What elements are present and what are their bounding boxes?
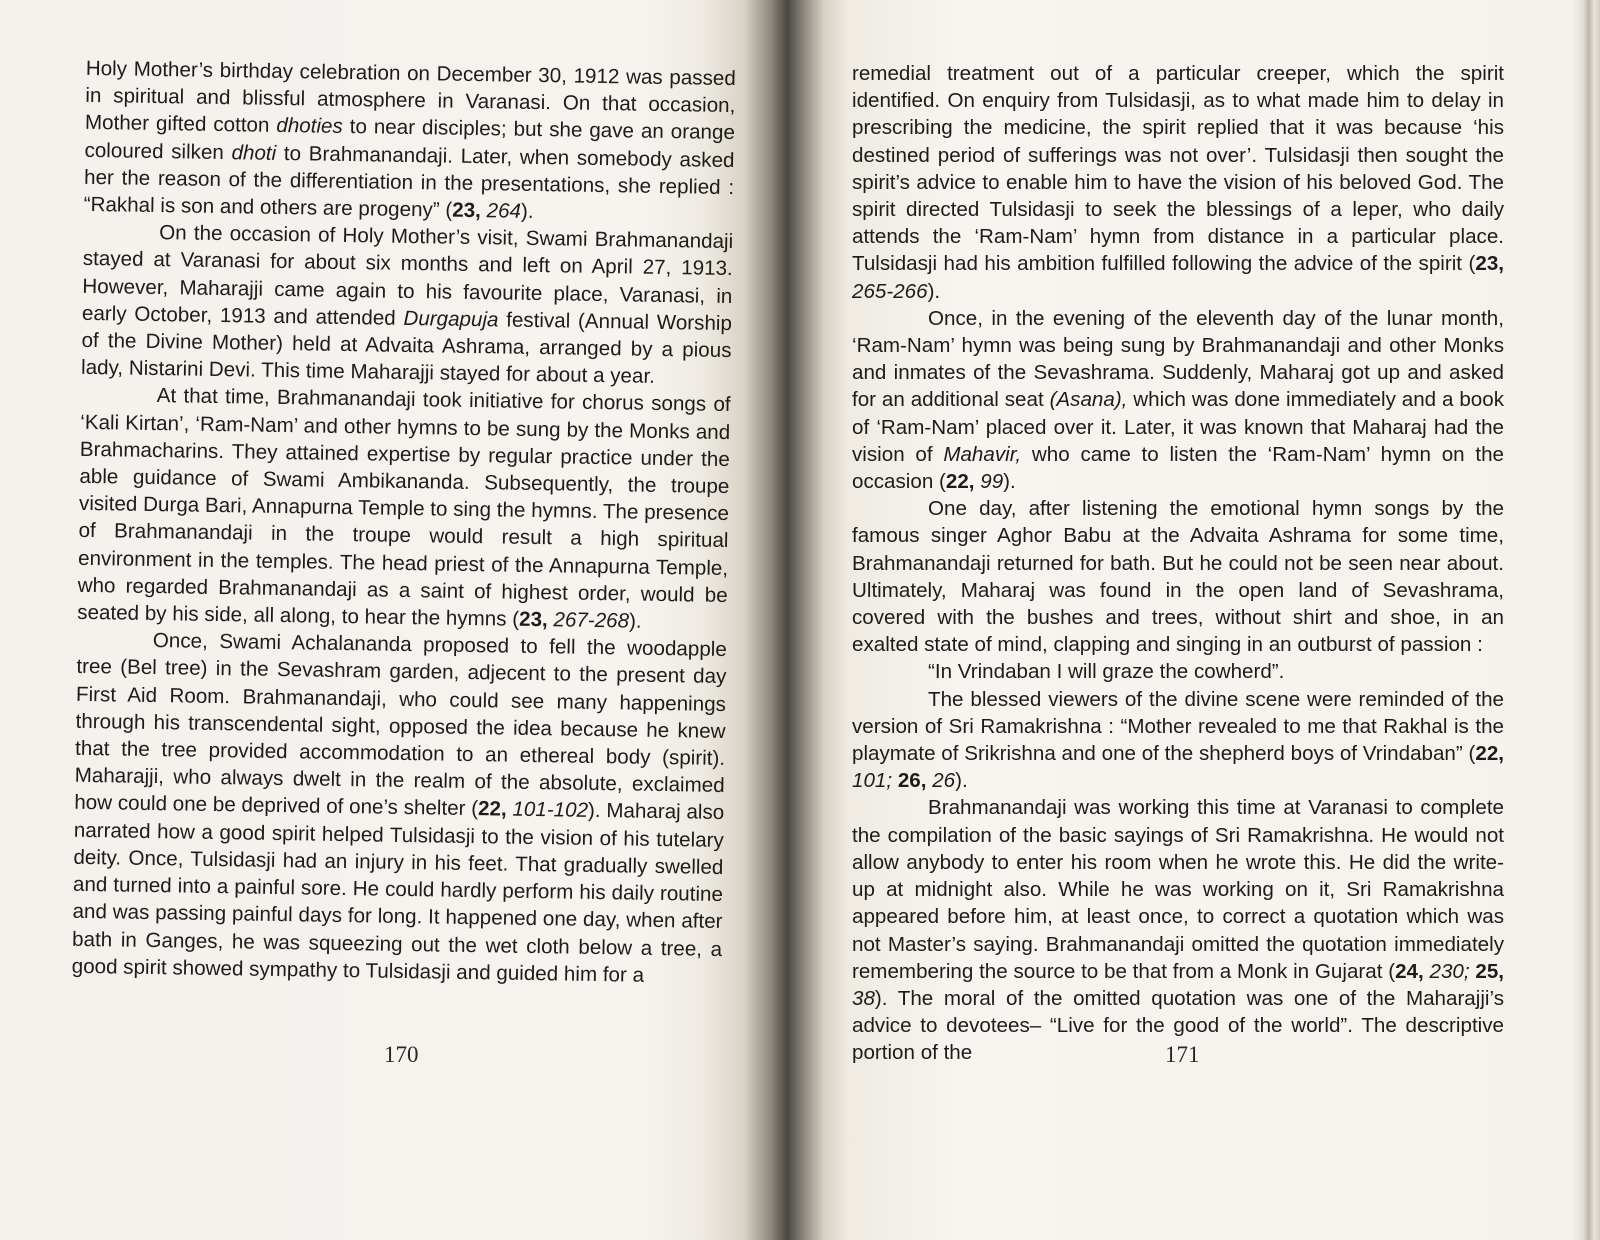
bold-reference: 24, xyxy=(1395,959,1424,983)
text-run: The blessed viewers of the divine scene were reminded of the version of Sri Ramakrishna : “Mother revealed to me that Rakhal is the playmate of Srikrishna and one of the shepherd boys of Vrindaban” ( xyxy=(852,687,1504,766)
paragraph xyxy=(83,55,735,228)
left-page xyxy=(72,55,736,990)
text-run: to near disciples; but she gave an orange coloured silken xyxy=(84,115,736,164)
bold-reference: 22, xyxy=(477,797,507,822)
italic-text: 99 xyxy=(980,470,1004,494)
text-run: “In Vrindaban I will graze the cowherd”. xyxy=(928,660,1285,684)
italic-text: 101-102 xyxy=(512,798,589,823)
text-run: At that time, Brahmanandaji took initiative for chorus songs of ‘Kali Kirtan’, ‘Ram-Nam’ and other hymns to be sung by the Monks and Brahmacharins. They attained expertise by regular practice under the able guidance of Swami Ambikananda. Subsequently, the troupe visited Durga Bari, Annapurna Temple to sing the hymns. The presence of Brahmanandaji in the troupe would result a high spiritual environment in the temples. The head priest of the Annapurna Temple, who regarded Brahmanandaji as a saint of highest order, would be seated by his side, all along, to hear the hymns ( xyxy=(77,384,731,631)
text-run: Brahmanandaji was working this time at Varanasi to complete the compilation of the basic sayings of Sri Ramakrishna. He would not allow anybody to enter his room when he wrote this. He did the write-up at midnight also. While he was working on it, Sri Ramakrishna appeared before him, at least once, to correct a quotation which was not Master’s saying. Brahmanandaji omitted the quotation immediately remembering the source to be that from a Monk in Gujarat ( xyxy=(852,796,1504,983)
text-run: which was done immediately and a book of ‘Ram-Nam’ placed over it. Later, it was known that Maharaj had the vision of xyxy=(852,388,1504,466)
italic-text: 38 xyxy=(852,986,875,1010)
paragraph xyxy=(852,495,1504,658)
bold-reference: 25, xyxy=(1475,959,1504,983)
text-run: who came to listen the ‘Ram-Nam’ hymn on the occasion ( xyxy=(852,442,1504,494)
text-run: One day, after listening the emotional hymn songs by the famous singer Aghor Babu at the Advaita Ashrama for some time, Brahmanandaji returned for bath. But he could not be seen near about. Ultimately, Maharaj was found in the open land of Sevashrama, covered with the bushes and trees, without shirt and shoe, in an exalted state of mind, clapping and singing in an outburst of passion : xyxy=(852,497,1504,657)
italic-text: dhoti xyxy=(231,140,277,165)
page-number-left: 170 xyxy=(384,1042,419,1067)
paragraph xyxy=(852,60,1504,305)
italic-text: 265-266 xyxy=(852,279,928,303)
bold-reference: 26, xyxy=(897,769,927,793)
bold-reference: 22, xyxy=(1475,742,1504,766)
text-run: ). xyxy=(955,769,968,793)
italic-text: 101; xyxy=(852,769,893,793)
text-run: festival (Annual Worship of the Divine Mother) held at Advaita Ashrama, arranged by a pious lady, Nistarini Devi. This time Maharajji stayed for about a year. xyxy=(80,308,733,389)
italic-text: 264 xyxy=(486,199,522,223)
bold-reference: 23, xyxy=(518,607,548,632)
quotation-line xyxy=(852,658,1504,685)
paragraph xyxy=(852,794,1504,1066)
text-run: ). xyxy=(1003,470,1016,494)
text-run: ). xyxy=(628,609,642,633)
paragraph xyxy=(72,626,727,990)
italic-text: Mahavir, xyxy=(943,442,1022,466)
text-run: to Brahmanandaji. Later, when somebody asked her the reason of the differentiation in the presentations, she replied : “Rakhal is son and others are progeny” ( xyxy=(83,141,735,222)
italic-text: (Asana), xyxy=(1049,388,1128,412)
text-run: Holy Mother’s birthday celebration on December 30, 1912 was passed in spiritual and blissful atmosphere in Varanasi. On that occasion, Mother gifted cotton xyxy=(84,56,736,138)
paragraph xyxy=(77,381,731,636)
text-run: ). Maharaj also narrated how a good spirit helped Tulsidasji to the vision of his tutelary deity. Once, Tulsidasji had an injury in his feet. That gradually swelled and turned into a painful sore. He could hardly perform his daily routine and was passing painful days for long. It happened one day, when after bath in Ganges, he was squeezing out the wet cloth below a tree, a good spirit showed sympathy to Tulsidasji and guided him for a xyxy=(71,799,725,987)
bold-reference: 23, xyxy=(1475,252,1504,276)
text-run: On the occasion of Holy Mother’s visit, Swami Brahmanandaji stayed at Varanasi for about six months and left on April 27, 1913. However, Maharajji came again to his favourite place, Varanasi, in early October, 1913 and attended xyxy=(81,221,734,330)
italic-text: 267-268 xyxy=(553,608,630,633)
right-page xyxy=(852,60,1504,1067)
text-run: remedial treatment out of a particular creeper, which the spirit identified. On enquiry from Tulsidasji, as to what made him to delay in prescribing the medicine, the spirit replied that it was because ‘his destined period of sufferings was not over’. Tulsidasji then sought the spirit’s advice to enable him to have the vision of his beloved God. The spirit directed Tulsidasji to seek the blessings of a leper, who daily attends the ‘Ram-Nam’ hymn from distance in a particular place. Tulsidasji had his ambition fulfilled following the advice of the spirit ( xyxy=(852,62,1504,276)
bold-reference: 22, xyxy=(945,470,975,494)
text-run: ). xyxy=(927,279,941,303)
page-edges xyxy=(1572,0,1600,1240)
paragraph xyxy=(852,686,1504,795)
italic-text: 230; xyxy=(1429,959,1470,983)
paragraph xyxy=(852,305,1504,495)
bold-reference: 23, xyxy=(452,198,482,223)
italic-text: Durgapuja xyxy=(403,306,499,332)
text-run: ). xyxy=(520,199,534,223)
text-run: Once, in the evening of the eleventh day of the lunar month, ‘Ram-Nam’ hymn was being sung by Brahmanandaji and other Monks and inmates of the Sevashrama. Suddenly, Maharaj got up and asked for an additional seat xyxy=(852,306,1504,412)
italic-text: dhoties xyxy=(276,114,343,139)
italic-text: 26 xyxy=(932,769,956,793)
paragraph xyxy=(81,218,733,391)
page-number-right: 171 xyxy=(1165,1042,1200,1067)
text-run: ). The moral of the omitted quotation was one of the Maharajji’s advice to devotees– “Live for the good of the world”. The descriptive portion of the xyxy=(852,986,1504,1065)
text-run: Once, Swami Achalananda proposed to fell the woodapple tree (Bel tree) in the Sevashram garden, adjecent to the present day First Aid Room. Brahmanandaji, who could see many happenings through his transcendental sight, opposed the idea because he knew that the tree provided accommodation to an ethereal body (spirit). Maharajji, who always dwelt in the realm of the absolute, exclaimed how could one be deprived of one’s shelter ( xyxy=(74,629,727,821)
